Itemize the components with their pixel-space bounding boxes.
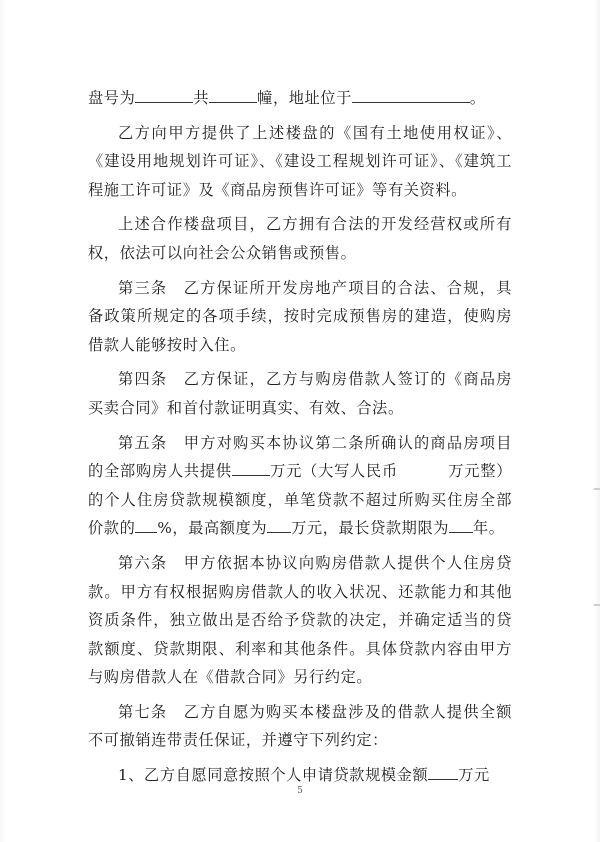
blank-field [135, 84, 193, 103]
page-number: 5 [297, 786, 303, 796]
blank-field [209, 84, 257, 103]
article-three: 第三条 乙方保证所开发房地产项目的合法、合规，具备政策所规定的各项手续，按时完成预售房的建造，使购房借款人能够按时入住。 [88, 278, 512, 354]
paragraph-documents: 乙方向甲方提供了上述楼盘的《国有土地使用权证》、《建设用地规划许可证》、《建设工程规划许可证》、《建筑工程施工许可证》及《商品房预售许可证》等有关资料。 [88, 123, 512, 199]
blank-field [449, 514, 473, 533]
paragraph-rights: 上述合作楼盘项目，乙方拥有合法的开发经营权或所有权，依法可以向社会公众销售或预售。 [88, 215, 512, 262]
scan-mark [594, 604, 600, 606]
contract-text [88, 84, 512, 790]
blank-field [352, 84, 470, 103]
article-five: 第五条 甲方对购买本协议第二条所确认的商品房项目的全部购房人共提供 万元（大写人民币 万元整）的个人住房贷款规模额度，单笔贷款不超过所购买住房全部价款的 %，最高额度为 万元，最长贷款期限为 年。 [88, 433, 512, 538]
clause-one: 1、乙方自愿同意按照个人申请贷款规模金额 万元 [88, 761, 512, 790]
article-seven: 第七条 乙方自愿为购买本楼盘涉及的借款人提供全额不可撤销连带责任保证，并遵守下列约定： [88, 702, 512, 750]
article-four: 第四条 乙方保证，乙方与购房借款人签订的《商品房买卖合同》和首付款证明真实、有效、合法。 [88, 370, 512, 417]
blank-field [267, 514, 291, 533]
blank-field [428, 761, 458, 780]
article-six: 第六条 甲方依据本协议向购房借款人提供个人住房贷款。甲方有权根据购房借款人的收入状况、还款能力和其他资质条件，独立做出是否给予贷款的决定，并确定适当的贷款额度、贷款期限、利率和其他条件。具体贷款内容由甲方与购房借款人在《借款合同》另行约定。 [88, 553, 512, 687]
blank-field [232, 457, 270, 476]
paragraph-address: 盘号为 共 幢，地址位于 。 [88, 84, 512, 113]
blank-field [135, 514, 157, 533]
scan-mark [594, 488, 600, 490]
